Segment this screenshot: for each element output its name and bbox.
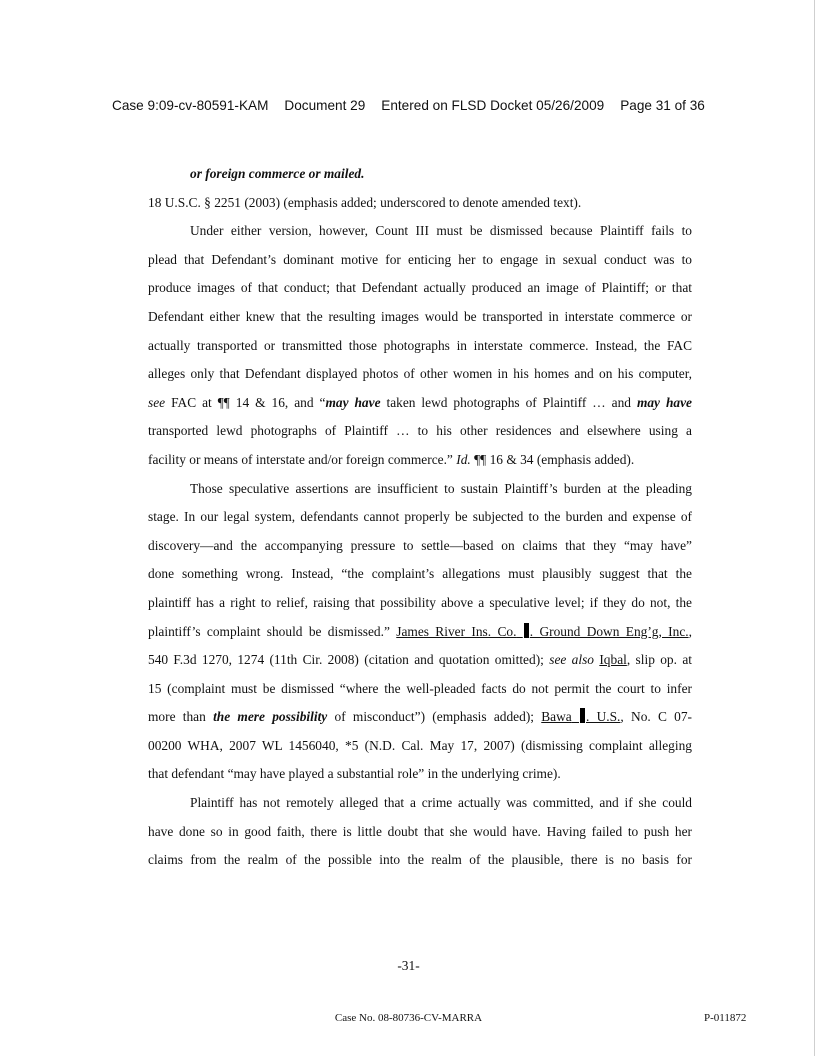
emphasis-may-have-1: may have — [325, 394, 381, 410]
emphasis-mere-possibility: the mere possibility — [213, 709, 328, 725]
statute-citation: 18 U.S.C. § 2251 (2003) (emphasis added; underscored to denote amended text). — [148, 194, 582, 210]
id-signal: Id. — [456, 451, 471, 467]
p2-l7-text-2: , slip op. at — [626, 652, 692, 668]
bawa-party-1: Bawa — [541, 709, 572, 725]
p3-line-3: claims from the realm of the possible into the realm of the plausible, there is no basis for — [148, 852, 692, 868]
p2-line-6 — [148, 618, 692, 647]
p2-l9-text-1: more than — [148, 709, 214, 725]
case-party-1: James River Ins. Co. — [396, 623, 517, 639]
p1-line-4: Defendant either knew that the resulting images would be transported in interstate commerce or — [148, 308, 692, 324]
docket-header — [112, 98, 752, 113]
p2-line-7 — [148, 646, 692, 675]
document-body — [148, 160, 692, 875]
p1-line-9 — [148, 446, 692, 475]
case-name-bawa — [541, 709, 620, 724]
footer-case-number: Case No. 08-80736-CV-MARRA — [334, 1012, 483, 1024]
see-also-signal: see also — [549, 652, 594, 668]
p2-l7-text-1: 540 F.3d 1270, 1274 (11th Cir. 2008) (citation and quotation omitted); — [148, 652, 550, 668]
p2-l9-text-3: , No. C 07- — [620, 709, 693, 725]
p2-l9-text-2: of misconduct”) (emphasis added); — [327, 709, 542, 725]
redaction-mark-2 — [580, 708, 585, 723]
redaction-mark — [524, 623, 529, 638]
p3-line-1: Plaintiff has not remotely alleged that a crime actually was committed, and if she could — [190, 795, 692, 811]
p1-l7-text-1: FAC at ¶¶ 14 & 16, and “ — [165, 394, 326, 410]
p2-line-8: 15 (complaint must be dismissed “where the well-pleaded facts do not permit the court to infer — [148, 680, 692, 696]
p2-line-2: stage. In our legal system, defendants cannot properly be subjected to the burden and expense of — [148, 509, 692, 525]
page-edge — [814, 0, 815, 1056]
statute-tail: or foreign commerce or mailed. — [190, 166, 365, 181]
p1-line-3: produce images of that conduct; that Defendant actually produced an image of Plaintiff; or that — [148, 280, 692, 296]
header-case: Case 9:09-cv-80591-KAM — [112, 98, 269, 113]
p1-l9-text-2: ¶¶ 16 & 34 (emphasis added). — [470, 451, 635, 467]
p3-line-2: have done so in good faith, there is little doubt that she would have. Having failed to push her — [148, 823, 692, 839]
p2-line-10: 00200 WHA, 2007 WL 1456040, *5 (N.D. Cal. May 17, 2007) (dismissing complaint alleging — [148, 737, 692, 753]
emphasis-may-have-2: may have — [636, 394, 692, 410]
p2-line-3: discovery—and the accompanying pressure to settle—based on claims that they “may have” — [148, 537, 692, 553]
p1-line-5: actually transported or transmitted those photographs in interstate commerce. Instead, the FAC — [148, 337, 692, 353]
header-page: Page 31 of 36 — [620, 98, 705, 113]
p1-line-2: plead that Defendant’s dominant motive for enticing her to engage in sexual conduct was to — [148, 251, 692, 267]
footer-bates-number: P-011872 — [704, 1012, 747, 1024]
case-name-iqbal: Iqbal — [599, 652, 627, 668]
p1-line-6: alleges only that Defendant displayed photos of other women in his homes and on his computer, — [148, 366, 692, 382]
p2-line-1: Those speculative assertions are insufficient to sustain Plaintiff’s burden at the pleading — [190, 480, 692, 496]
p1-line-7 — [148, 389, 692, 418]
p2-l6-text: plaintiff’s complaint should be dismissed.” — [148, 623, 397, 639]
p1-line-8: transported lewd photographs of Plaintiff … to his other residences and elsewhere using a — [148, 423, 692, 439]
p2-line-11: that defendant “may have played a substantial role” in the underlying crime). — [148, 766, 561, 782]
page-number: -31- — [397, 958, 420, 973]
p2-line-4: done something wrong. Instead, “the complaint’s allegations must plausibly suggest that the — [148, 566, 692, 582]
case-name-james-river — [396, 624, 688, 639]
header-entered: Entered on FLSD Docket 05/26/2009 — [381, 98, 605, 113]
p2-line-9 — [148, 703, 692, 732]
p1-l9-text-1: facility or means of interstate and/or foreign commerce.” — [148, 451, 457, 467]
case-party-2: . Ground Down Eng’g, Inc. — [529, 623, 689, 639]
see-signal: see — [148, 394, 166, 410]
p1-l7-text-2: taken lewd photographs of Plaintiff … and — [380, 394, 637, 410]
p1-line-1: Under either version, however, Count III must be dismissed because Plaintiff fails to — [190, 223, 692, 239]
p2-line-5: plaintiff has a right to relief, raising that possibility above a speculative level; if they do not, the — [148, 594, 692, 610]
bawa-party-2: . U.S. — [586, 709, 621, 725]
header-document: Document 29 — [284, 98, 366, 113]
p2-l6-comma: , — [688, 623, 692, 639]
